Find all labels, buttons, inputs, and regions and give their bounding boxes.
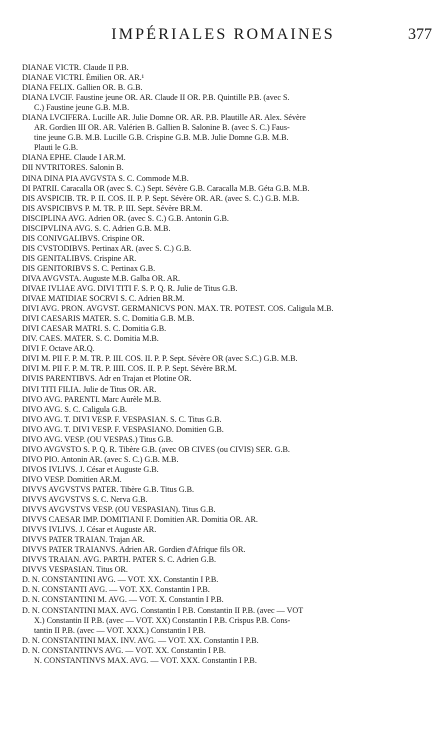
index-entry: DIS GENITALIBVS. Crispine AR. [22,253,137,263]
index-entry: D. N. CONSTANTI AVG. — VOT. XX. Constantin I P.B. [22,585,210,595]
index-entry: DISCIPVLINA AVG. S. C. Adrien G.B. M.B. [22,223,171,233]
index-entry: DIVA AVGVSTA. Auguste M.B. Galba OR. AR. [22,273,181,283]
index-entry: DIS CONIVGALIBVS. Crispine OR. [22,233,145,243]
index-entry: DIVO AVGVSTO S. P. Q. R. Tibère G.B. (avec OB CIVES (ou CIVIS) SER. G.B. [22,444,290,454]
index-entry: DIVO AVG. VESP. (OU VESPAS.) Titus G.B. [22,434,174,444]
page-number: 377 [408,26,432,43]
index-entry: C.) Faustine jeune G.B. M.B. [34,103,130,113]
index-entry: DIVI TITI FILIA. Julie de Titus OR. AR. [22,384,157,394]
index-entry: DIANAE VICTR. Claude II P.B. [22,63,129,72]
index-entry: D. N. CONSTANTINI M. AVG. — VOT. X. Constantin I P.B. [22,595,224,605]
index-entry: DIANA LVCIF. Faustine jeune OR. AR. Claude II OR. P.B. Quintille P.B. (avec S. [22,93,290,103]
running-title: IMPÉRIALES ROMAINES [111,26,335,43]
index-entry: DIVVS AVGVSTVS S. C. Nerva G.B. [22,495,148,505]
index-entry: DIVVS VESPASIAN. Titus OR. [22,565,128,575]
index-entry: DINA DINA PIA AVGVSTA S. C. Commode M.B. [22,173,189,183]
index-entry: DIVO AVG. T. DIVI VESP. F. VESPASIANO. Domitien G.B. [22,424,224,434]
index-entry: DIVO PIO. Antonin AR. (avec S. C.) G.B. M.B. [22,454,179,464]
index-entry: DIVI M. PII F. P. M. TR. P. III. COS. II. P. P. Sept. Sévère OR (avec S.C.) G.B. M.B. [22,354,298,364]
index-entry: DIANA FELIX. Gallien OR. B. G.B. [22,83,143,93]
index-entry: DIVAE IVLIAE AVG. DIVI TITI F. S. P. Q. R. Julie de Titus G.B. [22,284,238,294]
index-entry: DIS AVSPICIB. TR. P. II. COS. II. P. P. Sept. Sévère OR. AR. (avec S. C.) G.B. M.B. [22,193,300,203]
page-header [0,26,446,48]
index-entry: DIVVS PATER TRAIAN. Trajan AR. [22,535,145,545]
index-entry: DISCIPLINA AVG. Adrien OR. (avec S. C.) G.B. Antonin G.B. [22,213,229,223]
index-entry: DIVO AVG. PARENTI. Marc Aurèle M.B. [22,394,162,404]
index-entry: DIVVS PATER TRAIANVS. Adrien AR. Gordien d'Afrique fils OR. [22,545,246,555]
index-entry: DIVAE MATIDIAE SOCRVI S. C. Adrien BR.M. [22,294,185,304]
index-entry: DIVOS IVLIVS. J. César et Auguste G.B. [22,464,159,474]
index-entry: AR. Gordien III OR. AR. Valérien B. Gallien B. Salonine B. (avec S. C.) Faus- [34,123,290,133]
index-entry: DIVI AVG. PRON. AVGVST. GERMANICVS PON. MAX. TR. POTEST. COS. Caligula M.B. [22,304,334,314]
index-entry: DIVI CAESAR MATRI. S. C. Domitia G.B. [22,324,167,334]
index-entry: DIS AVSPICIBVS P. M. TR. P. III. Sept. Sévère BR.M. [22,203,203,213]
index-entry: DIVVS AVGVSTVS VESP. (OU VESPASIAN). Titus G.B. [22,505,216,515]
index-entry: tantin II P.B. (avec — VOT. XXX.) Constantin I P.B. [34,625,206,635]
index-entry: D. N. CONSTANTINI MAX. AVG. Constantin I P.B. Constantin II P.B. (avec — VOT [22,605,304,615]
index-entry: DIVVS IVLIVS. J. César et Auguste AR. [22,525,157,535]
index-entry: DIS GENITORIBVS S. C. Pertinax G.B. [22,263,156,273]
index-entry: DIVVS AVGVSTVS PATER. Tibère G.B. Titus G.B. [22,484,195,494]
index-entry: DIVVS TRAIAN. AVG. PARTH. PATER S. C. Adrien G.B. [22,555,217,565]
index-entry: DIVI F. Octave AR.Q. [22,344,95,354]
index-entry: DIVVS CAESAR IMP. DOMITIANI F. Domitien AR. Domitia OR. AR. [22,515,258,525]
index-entry: DIVO AVG. S. C. Caligula G.B. [22,404,128,414]
index-entry: DIVIS PARENTIBVS. Adr en Trajan et Plotine OR. [22,374,192,384]
index-entry: DIV. CAES. MATER. S. C. Domitia M.B. [22,334,159,344]
index-entry: Plauti le G.B. [34,143,79,153]
index-entry: DIANAE VICTRI. Émilien OR. AR.¹ [22,73,145,83]
index-entry: DIANA LVCIFERA. Lucille AR. Julie Domne OR. AR. P.B. Plautille AR. Alex. Sévère [22,113,306,123]
index-entry: tine jeune G.B. M.B. Lucille G.B. Crispine G.B. M.B. Julie Domne G.B. M.B. [34,133,289,143]
index-entry: D. N. CONSTANTINI AVG. — VOT. XX. Constantin I P.B. [22,575,219,585]
index-entry: DIVI CAESARIS MATER. S. C. Domitia G.B. M.B. [22,314,195,324]
index-entry: X.) Constantin II P.B. (avec — VOT. XX) Constantin I P.B. Crispus P.B. Cons- [34,615,291,625]
index-entry: DIVO AVG. T. DIVI VESP. F. VESPASIAN. S. C. Titus G.B. [22,414,222,424]
index-entry: DIANA EPHE. Claude I AR.M. [22,153,126,163]
index-entry: N. CONSTANTINVS MAX. AVG. — VOT. XXX. Constantin I P.B. [34,655,257,665]
index-entry: DIVO VESP. Domitien AR.M. [22,474,122,484]
index-entry: DIS CVSTODIBVS. Pertinax AR. (avec S. C.) G.B. [22,243,192,253]
index-entry: D. N. CONSTANTINVS AVG. — VOT. XX. Constantin I P.B. [22,645,226,655]
index-entry: DII NVTRITORES. Salonin B. [22,163,124,173]
index-entries [22,63,432,666]
index-entry: DI PATRII. Caracalla OR (avec S. C.) Sept. Sévère G.B. Caracalla M.B. Géta G.B. M.B. [22,183,310,193]
index-entry: D. N. CONSTANTINI MAX. INV. AVG. — VOT. XX. Constantin I P.B. [22,635,259,645]
index-entry: DIVI M. PII F. P. M. TR. P. IIII. COS. II. P. P. Sept. Sévère BR.M. [22,364,237,374]
